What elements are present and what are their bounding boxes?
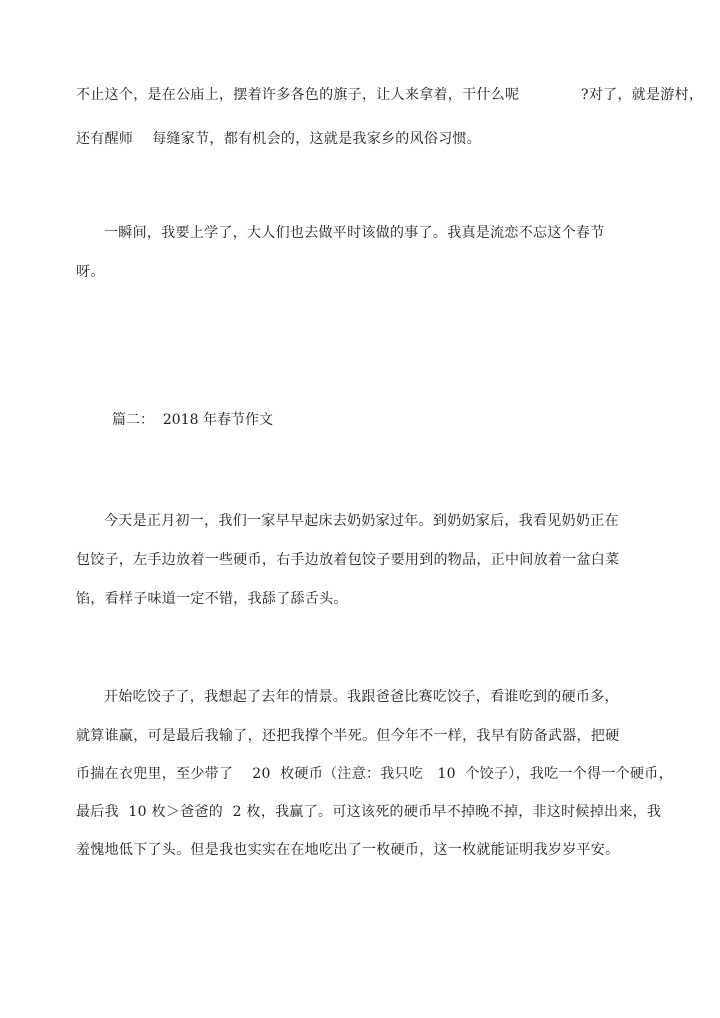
paragraph-3-line-2: 包饺子，左手边放着一些硬币，右手边放着包饺子要用到的物品，正中间放着一盆白菜 [76,552,620,568]
paragraph-4-line-1: 开始吃饺子了，我想起了去年的情景。我跟爸爸比赛吃饺子，看谁吃到的硬币多， [104,689,619,705]
paragraph-4-line-4: 最后我 10 枚＞爸爸的 2 枚，我赢了。可这该死的硬币早不掉晚不掉，非这时候掉出来，我 [76,804,662,820]
paragraph-3-line-1: 今天是正月初一，我们一家早早起床去奶奶家过年。到奶奶家后，我看见奶奶正在 [104,513,619,529]
paragraph-2-line-1: 一瞬间，我要上学了，大人们也去做平时该做的事了。我真是流恋不忘这个春节 [104,225,605,241]
paragraph-3-line-3: 馅，看样子味道一定不错，我舔了舔舌头。 [76,591,348,607]
paragraph-4-line-3: 币揣在衣兜里，至少带了 20 枚硬币（注意：我只吃 10 个饺子），我吃一个得一个硬币， [76,766,673,782]
paragraph-2-line-2: 呀。 [76,264,105,280]
paragraph-4-line-2: 就算谁赢，可是最后我输了，还把我撑个半死。但今年不一样，我早有防备武器，把硬 [76,728,620,744]
paragraph-4-line-5: 羞愧地低下了头。但是我也实实在在地吃出了一枚硬币，这一枚就能证明我岁岁平安。 [76,842,620,858]
paragraph-1-line-2: 还有醒师 每缝家节，都有机会的，这就是我家乡的风俗习惯。 [76,131,482,147]
paragraph-1-line-1: 不止这个，是在公庙上，摆着许多各色的旗子，让人来拿着，干什么呢 ?对了，就是游村， [76,87,704,103]
section-heading: 篇二： 2018 年春节作文 [112,412,273,428]
